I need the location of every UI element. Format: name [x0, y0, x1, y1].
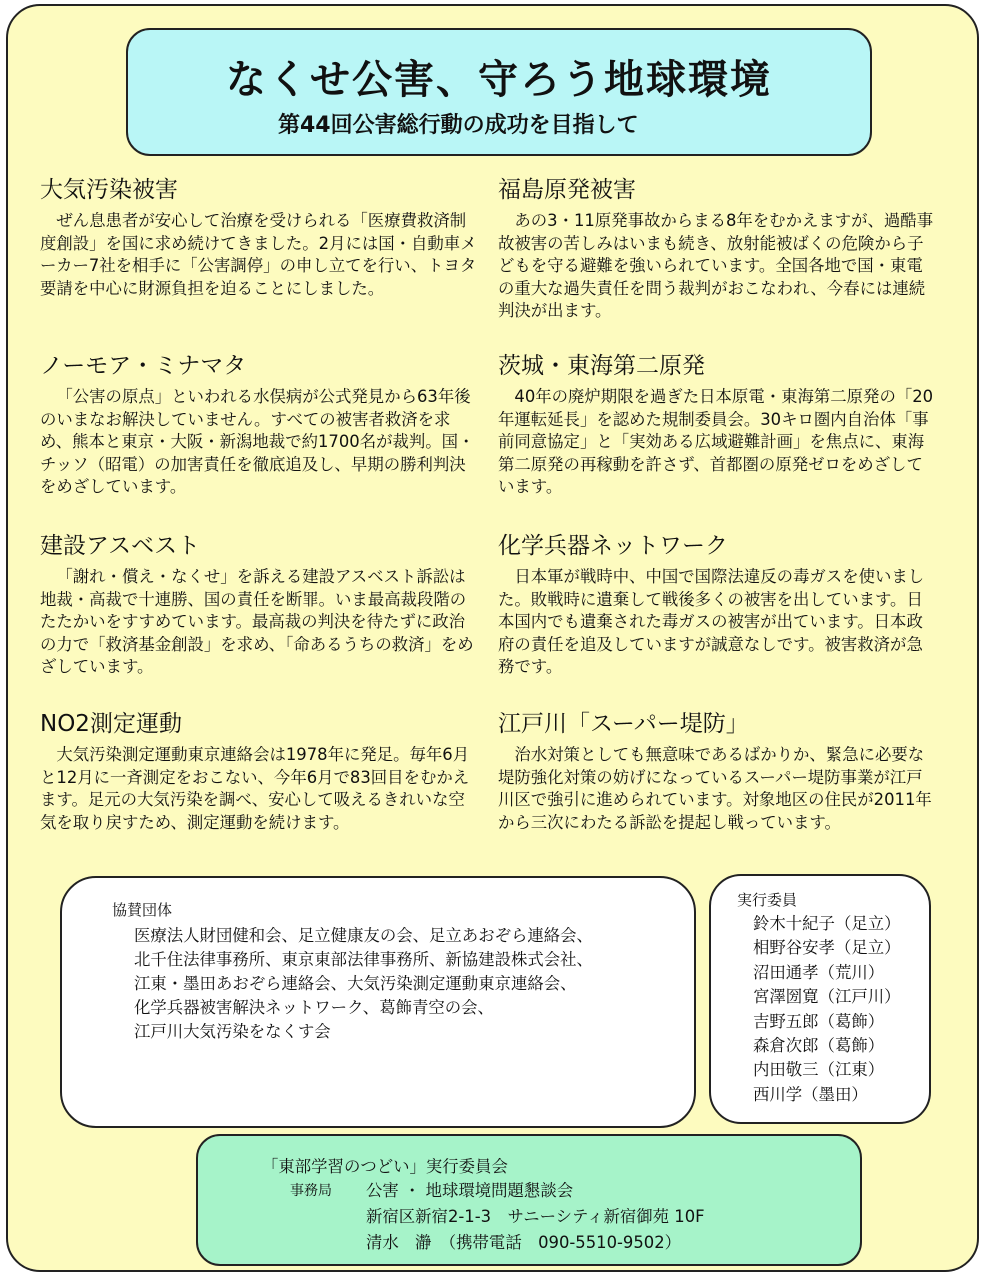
office-label: 事務局	[290, 1183, 332, 1199]
list-item: 鈴木十紀子（足立）	[753, 914, 901, 933]
list-item: 沼田通孝（荒川）	[753, 962, 885, 982]
title-banner	[126, 28, 872, 156]
office-name: 公害 ・ 地球環境問題懇談会	[366, 1181, 574, 1200]
flyer-page	[6, 4, 979, 1272]
section-heading: 江戸川「スーパー堤防」	[498, 711, 749, 737]
section-heading: 大気汚染被害	[40, 177, 178, 203]
section-body: あの3・11原発事故からまる8年をむかえますが、過酷事故被害の苦しみはいまも続き、放射能被ばくの危険から子どもを守る避難を強いられています。全国各地で国・東電の重大な過失責任を問う裁判がおこなわれ、今春には連続判決が出ます。	[498, 211, 934, 321]
list-item: 北千住法律事務所、東京東部法律事務所、新協建設株式会社、	[134, 950, 593, 969]
section-air-pollution	[40, 176, 478, 300]
section-body: 「公害の原点」といわれる水俣病が公式発見から63年後のいまなお解決していません。すべての被害者救済を求め、熊本と東京・大阪・新潟地裁で約1700名が裁判。国・チッソ（昭電）の加害責任を徹底追及し、早期の勝利判決をめざしています。	[40, 387, 475, 497]
section-body: 40年の廃炉期限を過ぎた日本原電・東海第二原発の「20年運転延長」を認めた規制委員会。30キロ圏内自治体「事前同意協定」と「実効ある広域避難計画」を焦点に、東海第二原発の再稼動を許さず、首都圏の原発ゼロをめざしています。	[498, 387, 934, 497]
section-fukushima	[498, 176, 936, 323]
list-item: 江戸川大気汚染をなくす会	[134, 1022, 331, 1041]
page-title: なくせ公害、守ろう地球環境	[226, 57, 772, 103]
section-body: 「謝れ・償え・なくせ」を訴える建設アスベスト訴訟は地裁・高裁で十連勝、国の責任を断罪。いま最高裁段階のたたかいをすすめています。最高裁の判決を待たずに政治の力で「救済基金創設」を求め、「命あるうちの救済」をめざしています。	[40, 567, 474, 677]
contact-info: 清水 瀞 （携帯電話 090-5510-9502）	[366, 1233, 682, 1252]
committee-heading: 実行委員	[737, 891, 798, 909]
sponsor-box	[60, 876, 696, 1128]
list-item: 医療法人財団健和会、足立健康友の会、足立あおぞら連絡会、	[134, 926, 593, 945]
section-heading: 茨城・東海第二原発	[498, 353, 705, 379]
office-box	[196, 1134, 862, 1266]
list-item: 江東・墨田あおぞら連絡会、大気汚染測定運動東京連絡会、	[134, 974, 577, 993]
committee-list	[753, 912, 901, 1107]
committee-box	[709, 874, 931, 1124]
sponsor-list	[134, 924, 593, 1044]
section-chemical-weapons	[498, 532, 936, 679]
section-no2	[40, 710, 478, 834]
section-body: 日本軍が戦時中、中国で国際法違反の毒ガスを使いました。敗戦時に遺棄して戦後多くの被害を出しています。日本国内でも遺棄された毒ガスの被害が出ています。日本政府の責任を追及していますが誠意なしです。被害救済が急務です。	[498, 567, 925, 677]
section-tokai	[498, 352, 936, 499]
organizer-name: 「東部学習のつどい」実行委員会	[262, 1157, 508, 1176]
list-item: 宮澤圀寛（江戸川）	[753, 987, 901, 1007]
section-body: 大気汚染測定運動東京連絡会は1978年に発足。毎年6月と12月に一斉測定をおこない、今年6月で83回目をむかえます。足元の大気汚染を調べ、安心して吸えるきれいな空気を取り戻すため、測定運動を続けます。	[40, 745, 470, 832]
section-body: 治水対策としても無意味であるばかりか、緊急に必要な堤防強化対策の妨げになっているスーパー堤防事業が江戸川区で強引に進められています。対象地区の住民が2011年から三次にわたる訴訟を提起し戦っています。	[498, 745, 932, 832]
office-address: 新宿区新宿2-1-3 サニーシティ新宿御苑 10F	[366, 1207, 705, 1226]
list-item: 吉野五郎（葛飾）	[753, 1011, 885, 1031]
section-heading: 化学兵器ネットワーク	[498, 533, 728, 559]
section-super-levee	[498, 710, 936, 834]
section-heading: ノーモア・ミナマタ	[40, 353, 247, 379]
list-item: 相野谷安孝（足立）	[753, 938, 901, 958]
section-asbestos	[40, 532, 478, 679]
list-item: 森倉次郎（葛飾）	[753, 1036, 885, 1056]
list-item: 西川学（墨田）	[753, 1084, 868, 1104]
section-heading: 福島原発被害	[498, 177, 636, 203]
section-minamata	[40, 352, 478, 499]
sponsor-heading: 協賛団体	[112, 901, 173, 919]
section-heading: NO2測定運動	[40, 711, 182, 737]
section-body: ぜん息患者が安心して治療を受けられる「医療費救済制度創設」を国に求め続けてきました。2月には国・自動車メーカー7社を相手に「公害調停」の申し立てを行い、トヨタ要請を中心に財源負担を迫ることにしました。	[40, 211, 477, 298]
page-subtitle: 第44回公害総行動の成功を目指して	[278, 113, 639, 138]
list-item: 内田敬三（江東）	[753, 1060, 885, 1080]
section-heading: 建設アスベスト	[40, 533, 201, 559]
list-item: 化学兵器被害解決ネットワーク、葛飾青空の会、	[134, 998, 494, 1017]
